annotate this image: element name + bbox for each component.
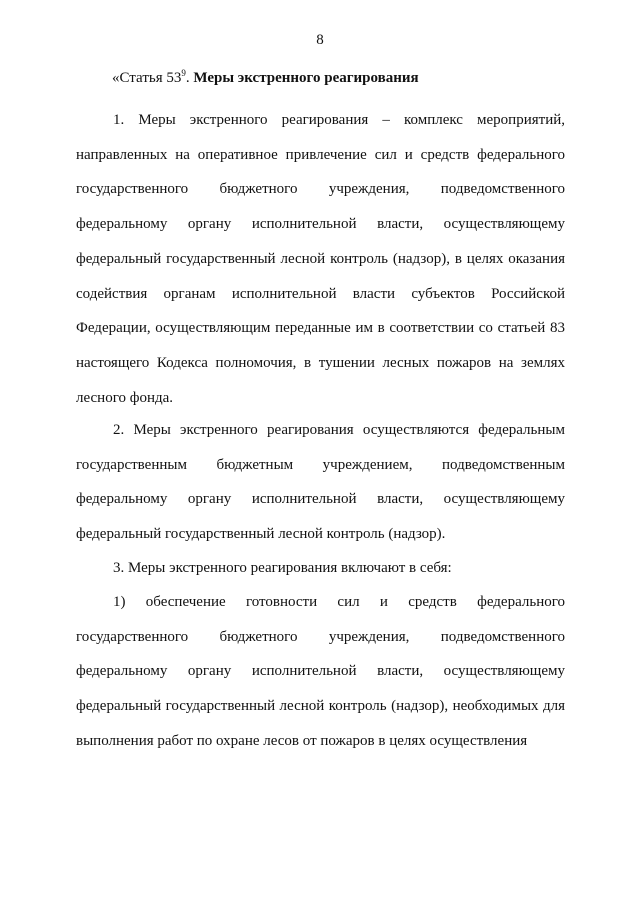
article-superscript: 9	[181, 68, 186, 78]
paragraph-3-item-1: 1) обеспечение готовности сил и средств федерального государственного бюджетного учреждения, подведомственного федеральному органу исполнительной власти, осуществляющему федеральный государственный лесной контроль (надзор), необходимых для выполнения работ по охране лесов от пожаров в целях осуществления	[76, 594, 565, 749]
article-heading	[112, 70, 419, 87]
article-prefix: «Статья 53	[112, 70, 182, 86]
page-number: 8	[316, 32, 324, 48]
article-dot: .	[185, 70, 194, 86]
paragraph-2: 2. Меры экстренного реагирования осуществляются федеральным государственным бюджетным учреждением, подведомственным федеральному органу исполнительной власти, осуществляющему федеральный государственный лесной контроль (надзор).	[76, 422, 565, 543]
paragraph-1: 1. Меры экстренного реагирования – комплекс мероприятий, направленных на оперативное привлечение сил и средств федерального государственного бюджетного учреждения, подведомственного федеральному органу исполнительной власти, осуществляющему федеральный государственный лесной контроль (надзор), в целях оказания содействия органам исполнительной власти субъектов Российской Федерации, осуществляющим переданные им в соответствии со статьей 83 настоящего Кодекса полномочия, в тушении лесных пожаров на землях лесного фонда.	[76, 112, 565, 406]
article-title: Меры экстренного реагирования	[193, 70, 419, 86]
paragraph-3: 3. Меры экстренного реагирования включают в себя:	[113, 560, 452, 576]
